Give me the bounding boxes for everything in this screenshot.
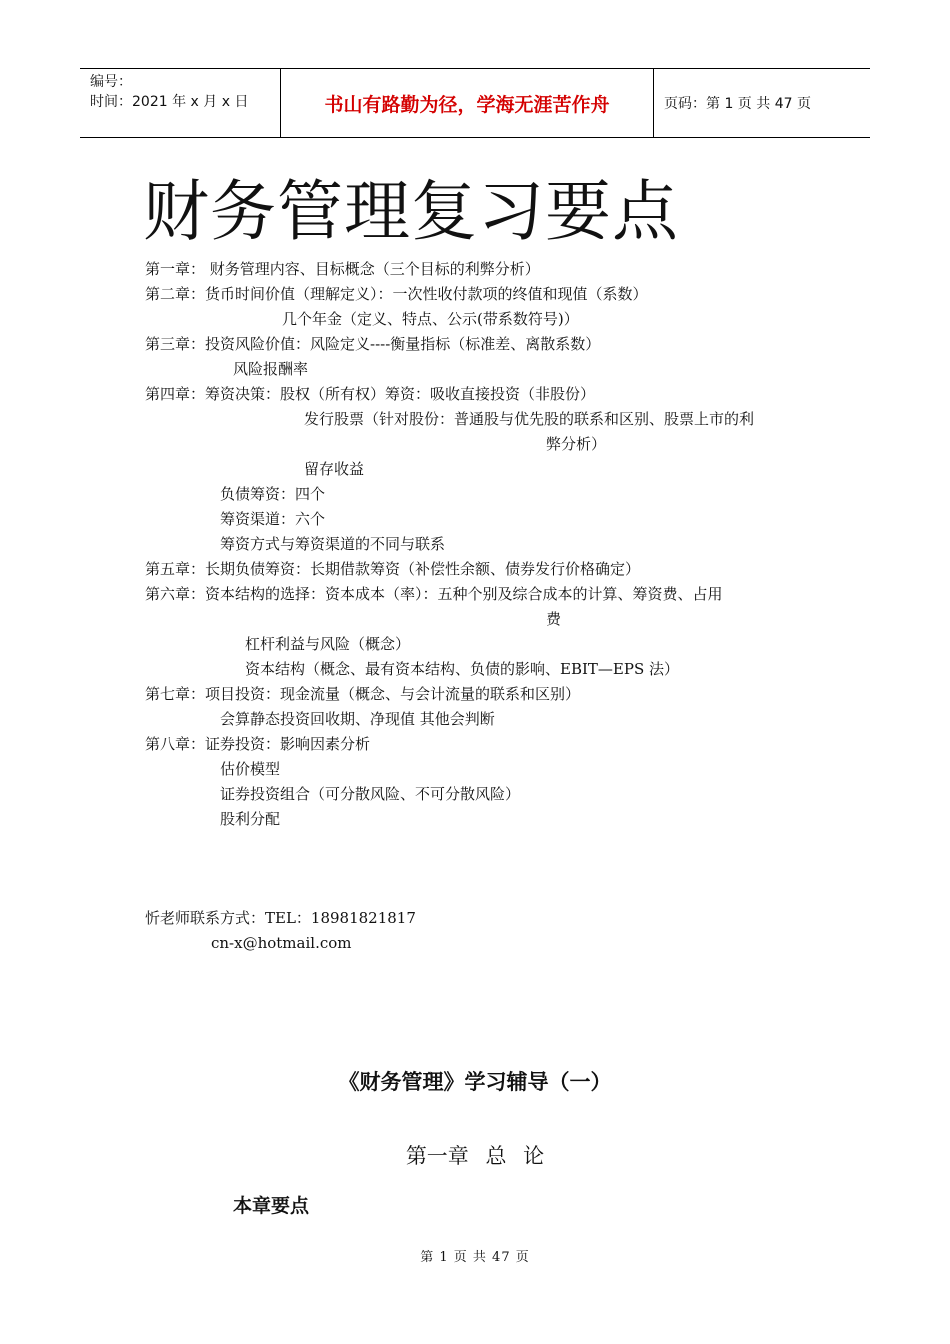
document-title: 财务管理复习要点 [143, 173, 679, 250]
outline-line: 弊分析） [546, 435, 607, 453]
outline-line: 第一章： 财务管理内容、目标概念（三个目标的利弊分析） [145, 260, 540, 278]
guide-title: 《财务管理》学习辅导（一） [338, 1070, 612, 1094]
time-label: 时间：2021 年 x 月 x 日 [90, 94, 249, 110]
outline-line: 估价模型 [220, 760, 281, 778]
number-label: 编号： [90, 74, 132, 90]
outline-line: 第七章：项目投资：现金流量（概念、与会计流量的联系和区别） [145, 685, 581, 703]
header-page-info: 页码：第 1 页 共 47 页 [664, 96, 811, 112]
outline-line: 筹资方式与筹资渠道的不同与联系 [220, 535, 446, 553]
outline-line: 费 [546, 610, 562, 628]
outline-line: 第五章：长期负债筹资：长期借款筹资（补偿性余额、债券发行价格确定） [145, 560, 641, 578]
outline-line: 第八章：证券投资：影响因素分析 [145, 735, 371, 753]
section-heading: 本章要点 [233, 1195, 310, 1217]
outline-line: 筹资渠道：六个 [220, 510, 326, 528]
outline-line: 第三章：投资风险价值：风险定义----衡量指标（标准差、离散系数） [145, 335, 601, 353]
outline-line: 发行股票（针对股份：普通股与优先股的联系和区别、股票上市的利 [304, 410, 755, 428]
outline-line: 会算静态投资回收期、净现值 其他会判断 [220, 710, 495, 728]
outline-line: 风险报酬率 [233, 360, 309, 378]
outline-line: 杠杆利益与风险（概念） [245, 635, 411, 653]
outline-line: 负债筹资：四个 [220, 485, 326, 503]
outline-line: 留存收益 [304, 460, 365, 478]
document-header [80, 68, 870, 138]
outline-line: 证券投资组合（可分散风险、不可分散风险） [220, 785, 521, 803]
chapter-title: 第一章 总 论 [405, 1144, 545, 1168]
outline-line: 资本结构（概念、最有资本结构、负债的影响、EBIT—EPS 法） [245, 660, 679, 678]
contact-email[interactable]: cn-x@hotmail.com [211, 934, 352, 952]
outline-line: 第二章：货币时间价值（理解定义）：一次性收付款项的终值和现值（系数） [145, 285, 648, 303]
header-meta [80, 69, 281, 137]
outline-line: 第六章：资本结构的选择：资本成本（率）：五种个别及综合成本的计算、筹资费、占用 [145, 585, 723, 603]
header-motto: 书山有路勤为径，学海无涯苦作舟 [281, 69, 654, 137]
outline-line: 第四章：筹资决策：股权（所有权）筹资：吸收直接投资（非股份） [145, 385, 596, 403]
page-footer: 第 1 页 共 47 页 [420, 1250, 530, 1265]
contact-phone: 忻老师联系方式：TEL：18981821817 [145, 909, 416, 927]
outline-line: 几个年金（定义、特点、公示(带系数符号)） [282, 310, 579, 328]
outline-line: 股利分配 [220, 810, 281, 828]
